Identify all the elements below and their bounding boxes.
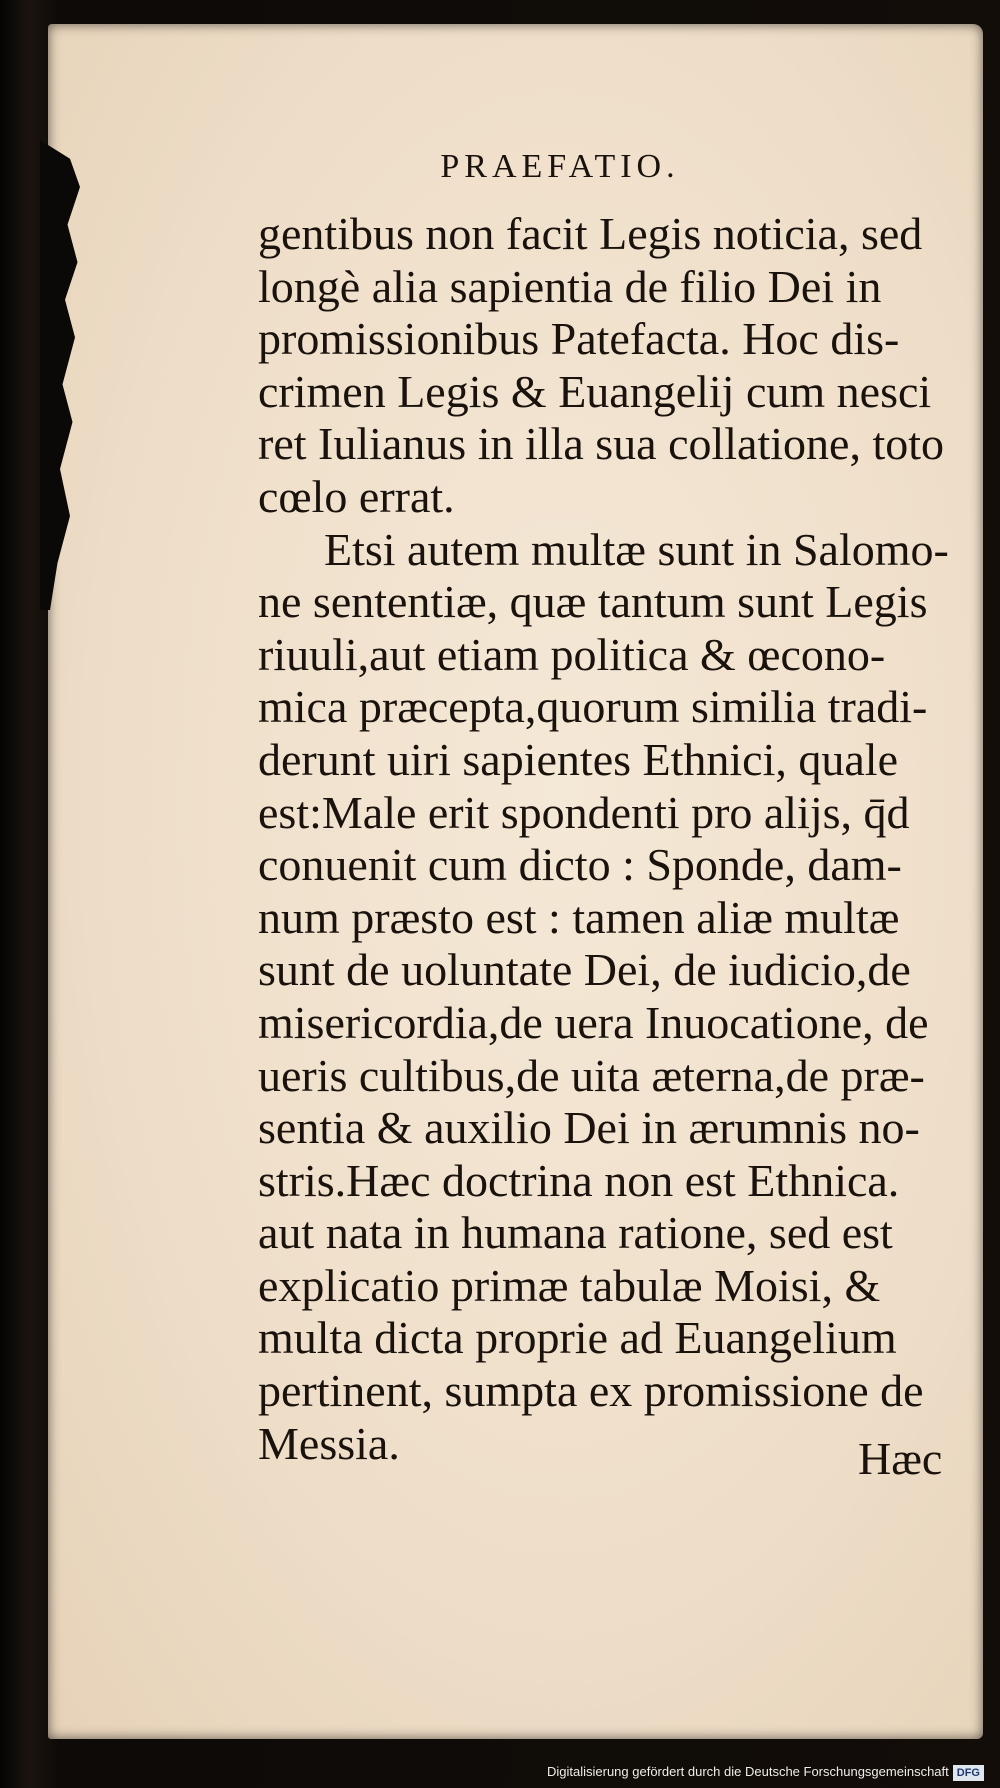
text-line: sunt de uoluntate Dei, de iudicio,de [258, 944, 911, 996]
running-header: PRAEFATIO. [440, 148, 680, 185]
text-line: pertinent, sumpta ex promissione de [258, 1365, 924, 1417]
text-line: Etsi autem multæ sunt in Salomo- [324, 523, 949, 575]
text-line: promissionibus Patefacta. Hoc dis- [258, 313, 900, 365]
text-line: ne sententiæ, quæ tantum sunt Legis [258, 576, 928, 628]
text-line: Messia. [258, 1417, 400, 1469]
text-line: gentibus non facit Legis noticia, sed [258, 208, 923, 259]
text-line: est:Male erit spondenti pro alijs, q̄d [258, 786, 910, 838]
text-line: multa dicta proprie ad Euangelium [258, 1312, 897, 1364]
catchword: Hæc [858, 1433, 943, 1484]
text-line: misericordia,de uera Inuocatione, de [258, 996, 929, 1048]
text-line: mica præcepta,quorum similia tradi- [258, 681, 928, 733]
text-line: stris.Hæc doctrina non est Ethnica. [258, 1154, 900, 1206]
text-line: aut nata in humana ratione, sed est [258, 1207, 893, 1259]
text-line: sentia & auxilio Dei in ærumnis no- [258, 1102, 920, 1154]
digitization-credit [547, 1760, 984, 1784]
text-line: riuuli,aut etiam politica & œcono- [258, 628, 886, 680]
dfg-logo-icon: DFG [953, 1765, 984, 1781]
text-line: ueris cultibus,de uita æterna,de præ- [258, 1049, 925, 1101]
text-line: longè alia sapientia de filio Dei in [258, 260, 882, 312]
text-line: explicatio primæ tabulæ Moisi, & [258, 1259, 881, 1311]
credit-text: Digitalisierung gefördert durch die Deutsche Forschungsgemeinschaft [546, 1764, 949, 1779]
body-text [258, 208, 958, 1470]
text-line: crimen Legis & Euangelij cum nesci [258, 365, 932, 417]
text-line: num præsto est : tamen aliæ multæ [258, 891, 900, 943]
text-line: ret Iulianus in illa sua collatione, toto [258, 418, 945, 470]
text-line: derunt uiri sapientes Ethnici, quale [258, 733, 898, 785]
text-line: cœlo errat. [258, 470, 455, 522]
text-line: conuenit cum dicto : Sponde, dam- [258, 839, 902, 891]
